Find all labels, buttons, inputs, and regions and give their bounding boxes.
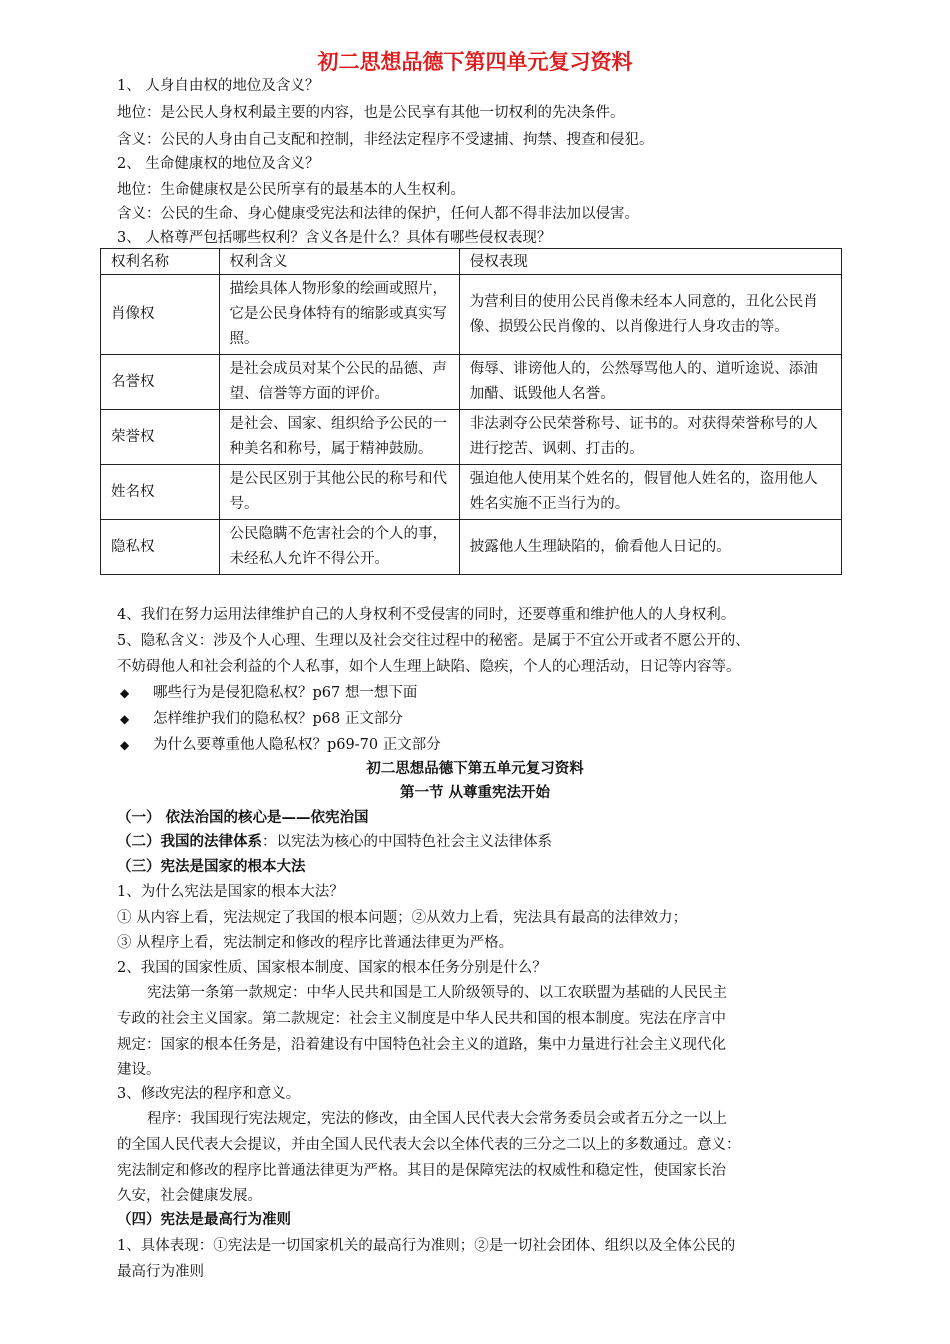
- right-name: 隐私权: [101, 520, 220, 575]
- unit5-answer-3-line: 的全国人民代表大会提议，并由全国人民代表大会以全体代表的三分之二以上的多数通过。意义：: [117, 1137, 741, 1153]
- answer-1-position: 地位：是公民人身权利最主要的内容，也是公民享有其他一切权利的先决条件。: [117, 105, 625, 121]
- bullet-text: 哪些行为是侵犯隐私权？p67 想一想下面: [153, 685, 418, 701]
- heading-2: [117, 832, 552, 852]
- right-meaning: 是社会、国家、组织给予公民的一种美名和称号，属于精神鼓励。: [219, 410, 459, 465]
- unit5-answer-3-line: 宪法制定和修改的程序比普通法律更为严格。其目的是保障宪法的权威性和稳定性，使国家长治: [117, 1163, 726, 1179]
- unit5-answer-3-line: 程序：我国现行宪法规定，宪法的修改，由全国人民代表大会常务委员会或者五分之一以上: [147, 1111, 727, 1127]
- unit5-answer-3-line: 久安，社会健康发展。: [117, 1188, 262, 1204]
- right-violation: 强迫他人使用某个姓名的，假冒他人姓名的，盗用他人姓名实施不正当行为的。: [459, 465, 841, 520]
- table-row: [101, 355, 842, 410]
- table-row: [101, 520, 842, 575]
- diamond-bullet-icon: ◆: [120, 738, 130, 752]
- bullet-text: 为什么要尊重他人隐私权？p69-70 正文部分: [153, 737, 441, 753]
- bullet-item: [120, 735, 441, 755]
- question-2: 2、 生命健康权的地位及含义？: [117, 156, 320, 172]
- answer-2-position: 地位：生命健康权是公民所享有的最基本的人生权利。: [117, 182, 465, 198]
- table-header-row: [101, 249, 842, 275]
- header-right-name: 权利名称: [101, 249, 220, 275]
- unit5-answer-1b: ③ 从程序上看，宪法制定和修改的程序比普通法律更为严格。: [117, 935, 514, 951]
- unit5-answer-2-line: 宪法第一条第一款规定：中华人民共和国是工人阶级领导的、以工农联盟为基础的人民民主: [147, 985, 727, 1001]
- bullet-item: [120, 683, 417, 703]
- right-meaning: 描绘具体人物形象的绘画或照片，它是公民身体特有的缩影或真实写照。: [219, 275, 459, 355]
- unit5-question-1: 1、为什么宪法是国家的根本大法？: [117, 884, 344, 900]
- unit5-point-1-line-2: 最高行为准则: [117, 1264, 204, 1280]
- right-name: 荣誉权: [101, 410, 220, 465]
- table-row: [101, 275, 842, 355]
- section-title: 第一节 从尊重宪法开始: [399, 785, 551, 801]
- right-violation: 为营利目的使用公民肖像未经本人同意的，丑化公民肖像、损毁公民肖像的、以肖像进行人身攻击的等。: [459, 275, 841, 355]
- table-row: [101, 465, 842, 520]
- right-violation: 非法剥夺公民荣誉称号、证书的。对获得荣誉称号的人进行挖苦、讽刺、打击的。: [459, 410, 841, 465]
- answer-1-meaning: 含义：公民的人身由自己支配和控制，非经法定程序不受逮捕、拘禁、搜查和侵犯。: [117, 132, 654, 148]
- header-violation: 侵权表现: [459, 249, 841, 275]
- right-name: 姓名权: [101, 465, 220, 520]
- right-meaning: 是社会成员对某个公民的品德、声望、信誉等方面的评价。: [219, 355, 459, 410]
- bullet-item: [120, 709, 403, 729]
- heading-2-text: ：以宪法为核心的中国特色社会主义法律体系: [262, 834, 552, 850]
- bullet-text: 怎样维护我们的隐私权？p68 正文部分: [153, 711, 403, 727]
- right-violation: 披露他人生理缺陷的，偷看他人日记的。: [459, 520, 841, 575]
- question-1: 1、 人身自由权的地位及含义？: [117, 78, 320, 94]
- unit5-question-3: 3、修改宪法的程序和意义。: [117, 1086, 301, 1102]
- point-4: 4、我们在努力运用法律维护自己的人身权利不受侵害的同时，还要尊重和维护他人的人身权利。: [117, 607, 736, 623]
- unit5-answer-2-line: 规定：国家的根本任务是，沿着建设有中国特色社会主义的道路，集中力量进行社会主义现代化: [117, 1037, 726, 1053]
- document-title: 初二思想品德下第四单元复习资料: [317, 50, 633, 74]
- right-meaning: 公民隐瞒不危害社会的个人的事，未经私人允许不得公开。: [219, 520, 459, 575]
- right-name: 名誉权: [101, 355, 220, 410]
- diamond-bullet-icon: ◆: [120, 712, 130, 726]
- rights-table: [100, 248, 842, 575]
- unit5-answer-1a: ① 从内容上看，宪法规定了我国的根本问题；②从效力上看，宪法具有最高的法律效力；: [117, 910, 688, 926]
- point-5-line-1: 5、隐私含义：涉及个人心理、生理以及社会交往过程中的秘密。是属于不宜公开或者不愿公开的、: [117, 633, 750, 649]
- right-meaning: 是公民区别于其他公民的称号和代号。: [219, 465, 459, 520]
- unit5-question-2: 2、我国的国家性质、国家根本制度、国家的根本任务分别是什么？: [117, 960, 547, 976]
- heading-4: （四）宪法是最高行为准则: [117, 1212, 291, 1228]
- unit5-answer-2-line: 建设。: [117, 1062, 161, 1078]
- heading-1: （一） 依法治国的核心是——依宪治国: [117, 810, 369, 826]
- right-name: 肖像权: [101, 275, 220, 355]
- table-row: [101, 410, 842, 465]
- point-5-line-2: 不妨碍他人和社会利益的个人私事，如个人生理上缺陷、隐疾，个人的心理活动，日记等内容等。: [117, 659, 741, 675]
- heading-2-label: （二）我国的法律体系: [117, 834, 262, 850]
- header-right-meaning: 权利含义: [219, 249, 459, 275]
- answer-2-meaning: 含义：公民的生命、身心健康受宪法和法律的保护，任何人都不得非法加以侵害。: [117, 206, 639, 222]
- diamond-bullet-icon: ◆: [120, 686, 130, 700]
- right-violation: 侮辱、诽谤他人的，公然辱骂他人的、道听途说、添油加醋、诋毁他人名誉。: [459, 355, 841, 410]
- unit5-title: 初二思想品德下第五单元复习资料: [366, 761, 584, 777]
- heading-3: （三）宪法是国家的根本大法: [117, 859, 306, 875]
- question-3: 3、 人格尊严包括哪些权利？含义各是什么？具体有哪些侵权表现？: [117, 230, 552, 246]
- unit5-point-1-line-1: 1、具体表现：①宪法是一切国家机关的最高行为准则；②是一切社会团体、组织以及全体公民的: [117, 1238, 736, 1254]
- unit5-answer-2-line: 专政的社会主义国家。第二款规定：社会主义制度是中华人民共和国的根本制度。宪法在序言中: [117, 1011, 726, 1027]
